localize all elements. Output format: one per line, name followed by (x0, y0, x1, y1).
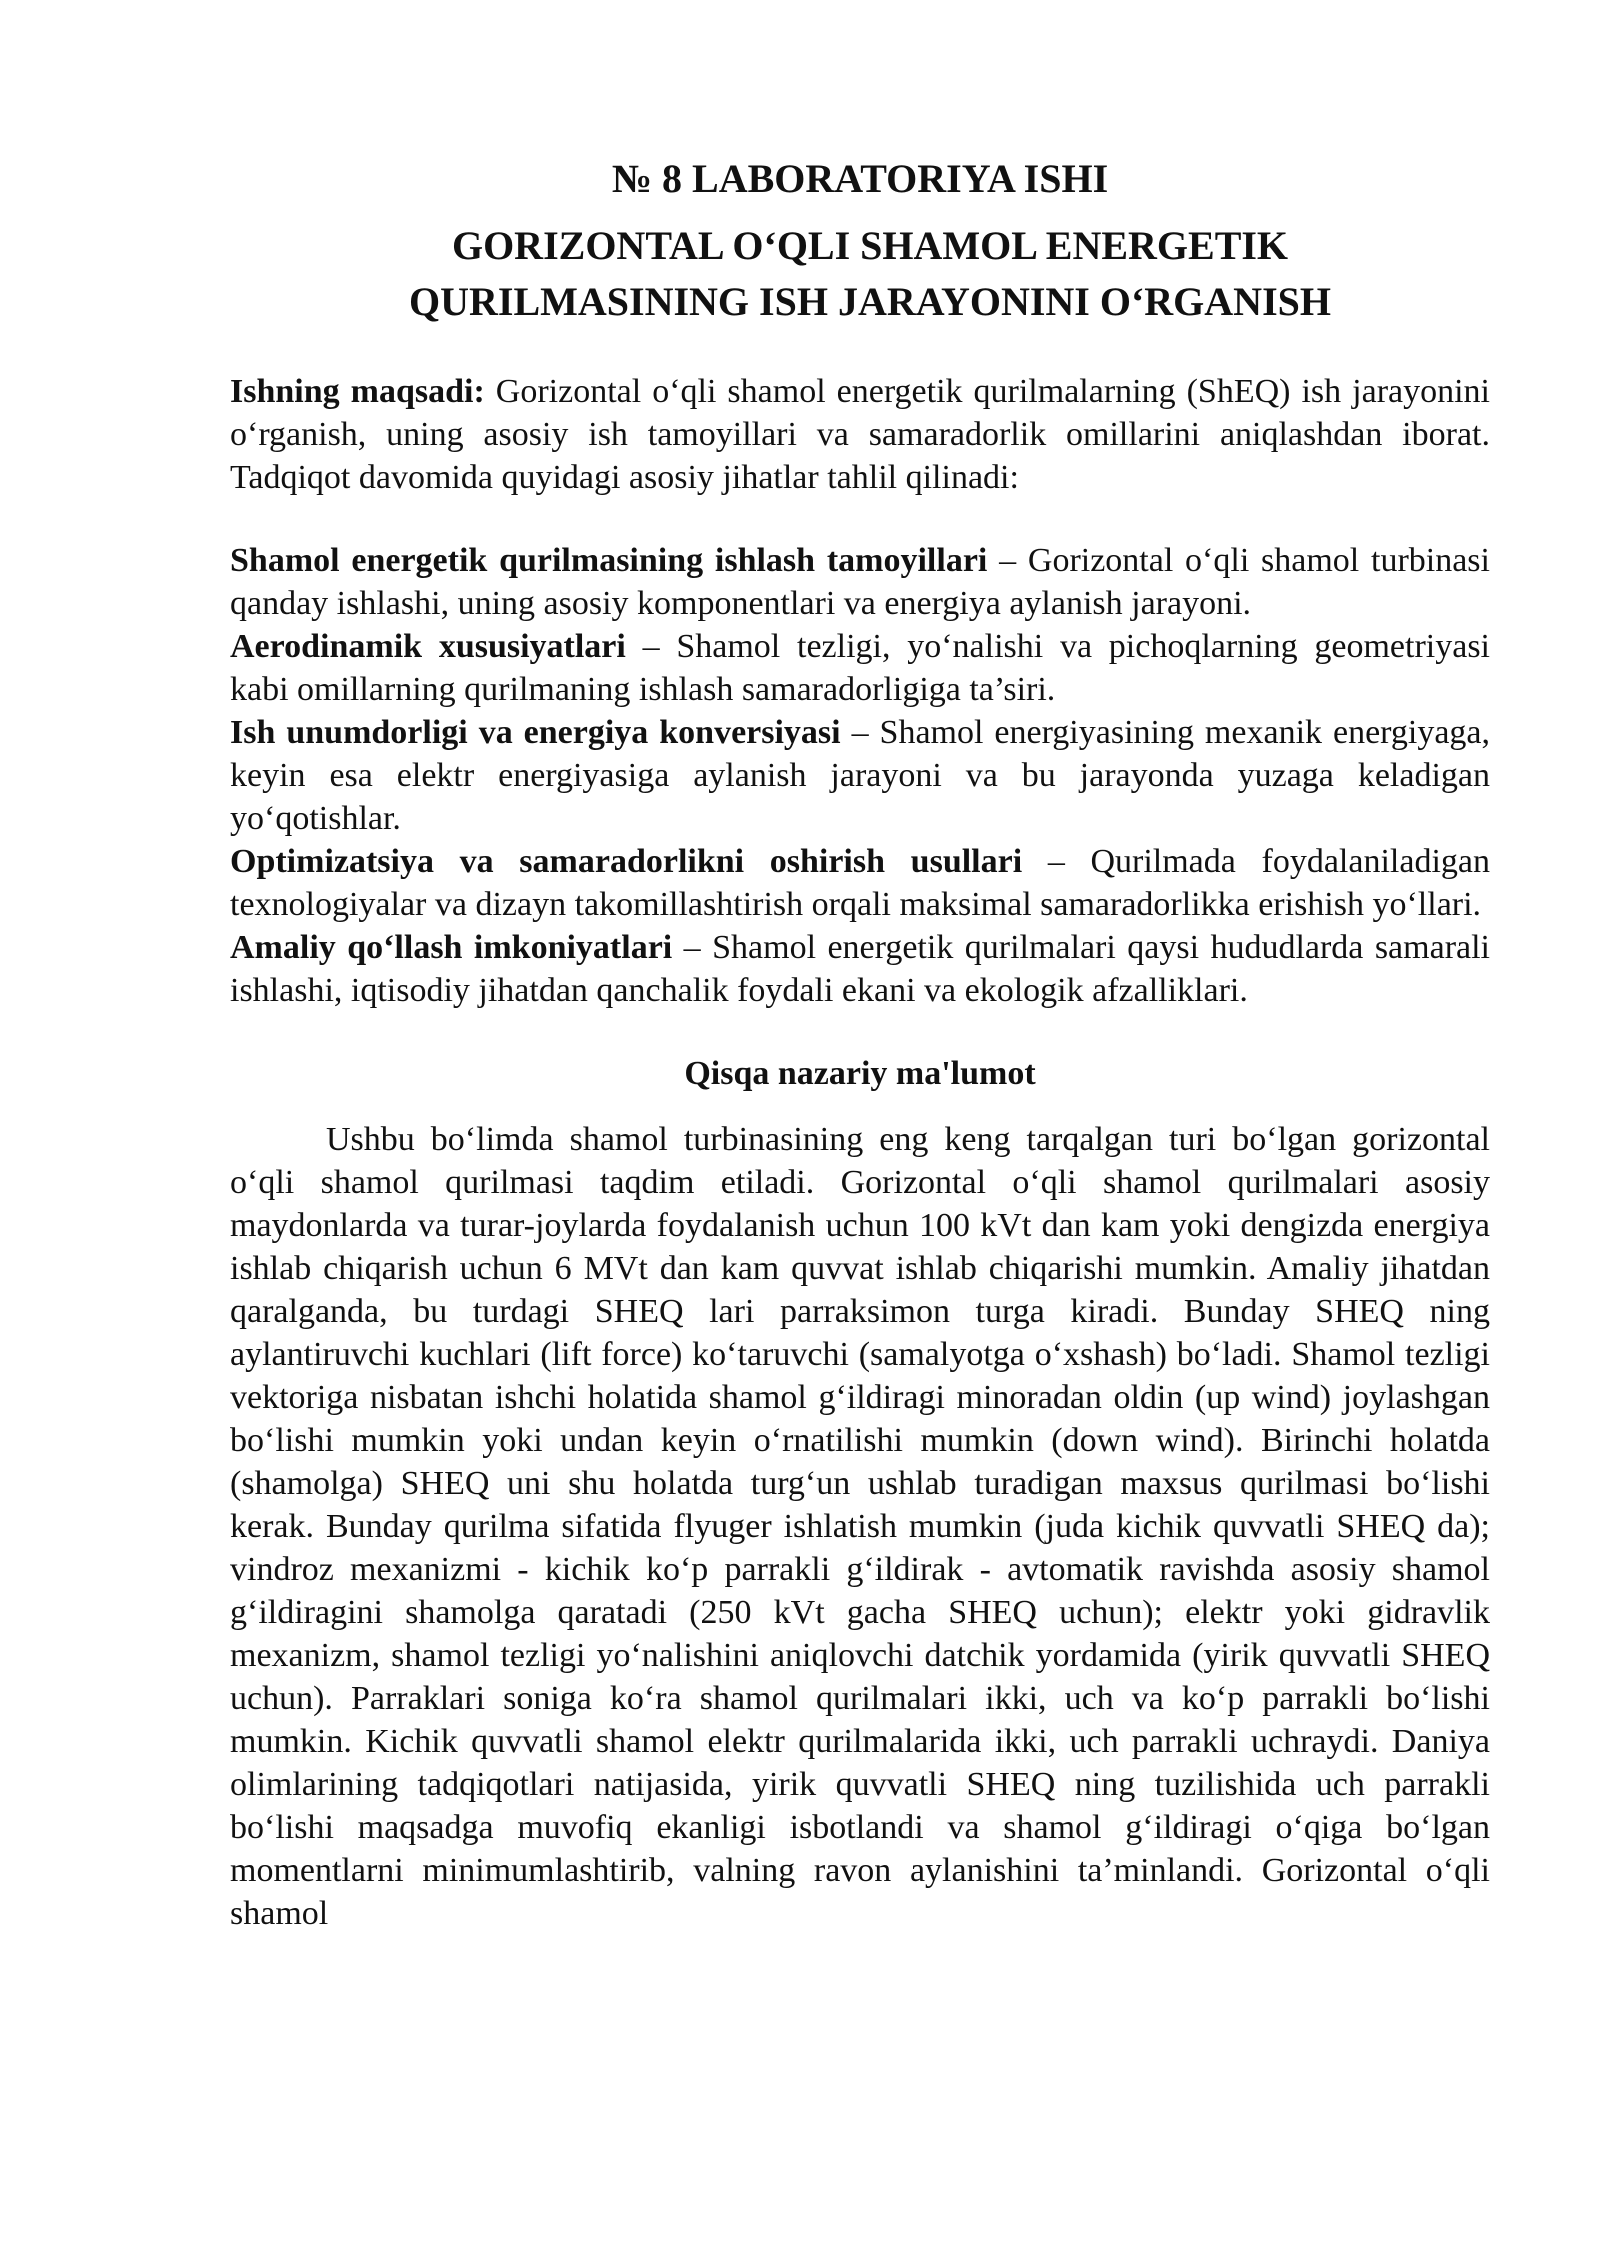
goal-paragraph (230, 370, 1490, 499)
aspect-paragraph (230, 539, 1490, 625)
aspect-label: Optimizatsiya va samaradorlikni oshirish usullari (230, 843, 1023, 880)
lab-title-line-1: GORIZONTAL O‘QLI SHAMOL ENERGETIK (451, 223, 1289, 268)
aspect-text: – Shamol energiyasining mexanik energiyaga, keyin esa elektr energiyasiga aylanish jarayoni va bu jarayonda yuzaga keladigan yo‘qotishlar. (230, 714, 1490, 837)
lab-title-line-2: QURILMASINING ISH JARAYONINI O‘RGANISH (409, 279, 1331, 324)
document-page (230, 150, 1490, 1935)
aspect-text: – Shamol energetik qurilmalari qaysi hududlarda samarali ishlashi, iqtisodiy jihatdan qanchalik foydali ekani va ekologik afzalliklari. (230, 929, 1490, 1009)
aspect-label: Shamol energetik qurilmasining ishlash tamoyillari (230, 542, 988, 579)
aspect-label: Amaliy qo‘llash imkoniyatlari (230, 929, 673, 966)
aspect-paragraph (230, 711, 1490, 840)
aspect-label: Ish unumdorligi va energiya konversiyasi (230, 714, 841, 751)
aspect-paragraph (230, 926, 1490, 1012)
theory-paragraph: Ushbu bo‘limda shamol turbinasining eng keng tarqalgan turi bo‘lgan gorizontal o‘qli shamol qurilmasi taqdim etiladi. Gorizontal o‘qli shamol qurilmalari asosiy maydonlarda va turar-joylarda foydalanish uchun 100 kVt dan kam yoki dengizda energiya ishlab chiqarish uchun 6 MVt dan kam quvvat ishlab chiqarishi mumkin. Amaliy jihatdan qaralganda, bu turdagi SHEQ lari parraksimon turga kiradi. Bunday SHEQ ning aylantiruvchi kuchlari (lift force) ko‘taruvchi (samalyotga o‘xshash) bo‘ladi. Shamol tezligi vektoriga nisbatan ishchi holatida shamol g‘ildiragi minoradan oldin (up wind) joylashgan bo‘lishi mumkin yoki undan keyin o‘rnatilishi mumkin (down wind). Birinchi holatda (shamolga) SHEQ uni shu holatda turg‘un ushlab turadigan maxsus qurilmasi bo‘lishi kerak. Bunday qurilma sifatida flyuger ishlatish mumkin (juda kichik quvvatli SHEQ da); vindroz mexanizmi - kichik ko‘p parrakli g‘ildirak - avtomatik ravishda asosiy shamol g‘ildiragini shamolga qaratadi (250 kVt gacha SHEQ uchun); elektr yoki gidravlik mexanizm, shamol tezligi yo‘nalishini aniqlovchi datchik yordamida (yirik quvvatli SHEQ uchun). Parraklari soniga ko‘ra shamol qurilmalari ikki, uch va ko‘p parrakli bo‘lishi mumkin. Kichik quvvatli shamol elektr qurilmalarida ikki, uch parrakli uchraydi. Daniya olimlarining tadqiqotlari natijasida, yirik quvvatli SHEQ ning tuzilishida uch parrakli bo‘lishi maqsadga muvofiq ekanligi isbotlandi va shamol g‘ildiragi o‘qiga bo‘lgan momentlarni minimumlashtirib, valning ravon aylanishini ta’minlandi. Gorizontal o‘qli shamol (230, 1121, 1490, 1932)
aspect-label: Aerodinamik xususiyatlari (230, 628, 626, 665)
aspect-paragraph (230, 625, 1490, 711)
lab-number-heading: № 8 LABORATORIYA ISHI (611, 156, 1109, 201)
goal-label: Ishning maqsadi: (230, 373, 485, 410)
aspect-text: – Qurilmada foydalaniladigan texnologiyalar va dizayn takomillashtirish orqali maksimal samaradorlikka erishish yo‘llari. (230, 843, 1490, 923)
aspect-text: – Shamol tezligi, yo‘nalishi va pichoqlarning geometriyasi kabi omillarning qurilmaning ishlash samaradorligiga ta’siri. (230, 628, 1490, 708)
aspect-text: – Gorizontal o‘qli shamol turbinasi qanday ishlashi, uning asosiy komponentlari va energiya aylanish jarayoni. (230, 542, 1490, 622)
goal-text: Gorizontal o‘qli shamol energetik qurilmalarning (ShEQ) ish jarayonini o‘rganish, uning asosiy ish tamoyillari va samaradorlik omillarini aniqlashdan iborat. Tadqiqot davomida quyidagi asosiy jihatlar tahlil qilinadi: (230, 373, 1491, 496)
lab-title (230, 218, 1490, 330)
theory-section-title: Qisqa nazariy ma'lumot (684, 1055, 1036, 1092)
aspect-paragraph (230, 840, 1490, 926)
